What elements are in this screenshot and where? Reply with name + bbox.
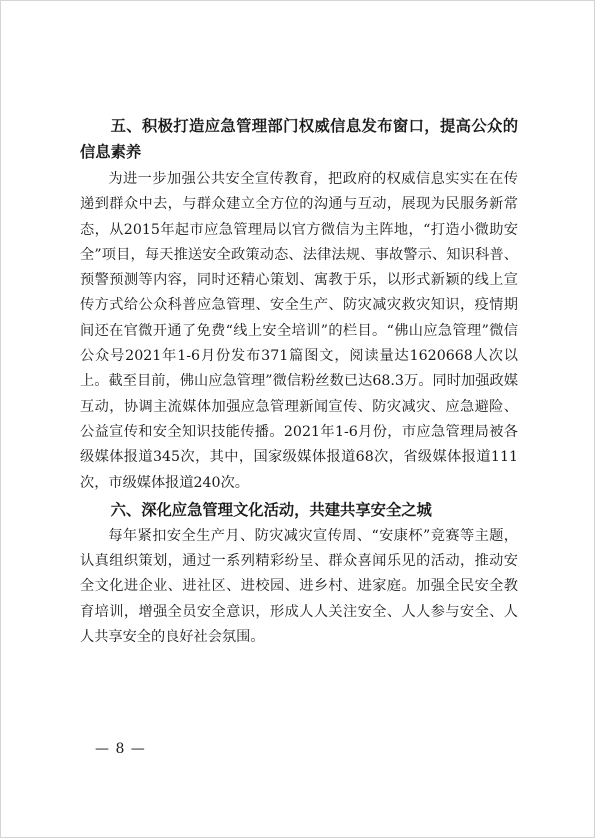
page-number: — 8 —: [95, 741, 146, 757]
section-heading-5: 五、积极打造应急管理部门权威信息发布窗口，提高公众的信息素养: [80, 117, 518, 161]
section-paragraph-5: 为进一步加强公共安全宣传教育，把政府的权威信息实实在在传递到群众中去，与群众建立全方位的沟通与互动，展现为民服务新常态，从2015年起市应急管理局以官方微信为主阵地，“打造小微助安全”项目，每天推送安全政策动态、法律法规、事故警示、知识科普、预警预测等内容，同时还精心策划、寓教于乐，以形式新颖的线上宣传方式给公众科普应急管理、安全生产、防灾减灾救灾知识，疫情期间还在官微开通了免费“线上安全培训”的栏目。“佛山应急管理”微信公众号2021年1-6月份发布371篇图文，阅读量达1620668人次以上。截至目前，佛山应急管理”微信粉丝数已达68.3万。同时加强政媒互动，协调主流媒体加强应急管理新闻宣传、防灾减灾、应急避险、公益宣传和安全知识技能传播。2021年1-6月份，市应急管理局被各级媒体报道345次，其中，国家级媒体报道68次，省级媒体报道111次，市级媒体报道240次。: [80, 171, 518, 491]
document-body: [80, 113, 518, 650]
section-heading-6: 六、深化应急管理文化活动，共建共享安全之城: [110, 500, 432, 519]
section-paragraph-6: 每年紧扣安全生产月、防灾减灾宣传周、“安康杯”竞赛等主题，认真组织策划，通过一系列精彩纷呈、群众喜闻乐见的活动，推动安全文化进企业、进社区、进校园、进乡村、进家庭。加强全民安全教育培训，增强全员安全意识，形成人人关注安全、人人参与安全、人人共享安全的良好社会氛围。: [80, 527, 518, 646]
